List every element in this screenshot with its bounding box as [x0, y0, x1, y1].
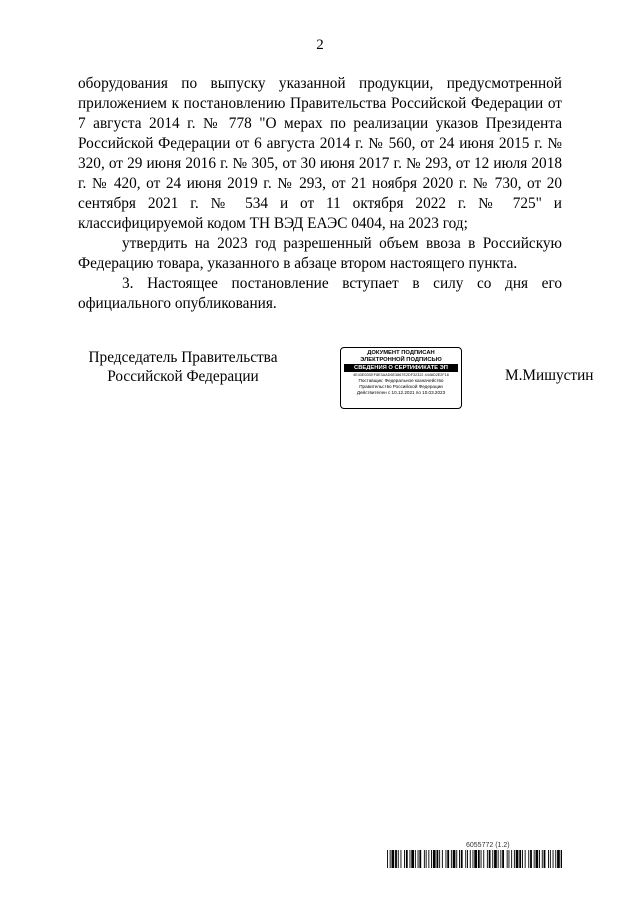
paragraph-continuation: оборудования по выпуску указанной продукции, предусмотренной приложением к постановлению Правительства Российской Федерации от 7 августа 2014 г. № 778 "О мерах по реализации указов Президента Российской Федерации от 6 августа 2014 г. № 560, от 24 июня 2015 г. № 320, от 29 июня 2016 г. № 305, от 30 июня 2017 г. № 293, от 12 июля 2018 г. № 420, от 24 июня 2019 г. № 293, от 21 ноября 2020 г. № 730, от 20 сентября 2021 г. № 534 и от 11 октября 2022 г. № 725" и классифицируемой кодом ТН ВЭД ЕАЭС 0404, на 2023 год;	[78, 75, 562, 232]
electronic-signature-stamp	[340, 347, 462, 409]
document-code: 6055772 (1.2)	[466, 842, 510, 849]
paragraph-entry-into-force: 3. Настоящее постановление вступает в силу со дня его официального опубликования.	[78, 275, 562, 312]
stamp-supplier: Поставщик: Федеральное казначейство	[358, 378, 444, 383]
signatory-title	[78, 348, 288, 386]
signatory-title-line1: Председатель Правительства	[88, 349, 278, 366]
document-body	[78, 74, 562, 314]
page-number: 2	[316, 37, 324, 53]
stamp-validity: Действителен с 10.12.2021 по 10.03.2023	[356, 390, 446, 395]
signatory-name: М.Мишустин	[505, 367, 594, 384]
barcode	[387, 850, 562, 868]
stamp-line2: ЭЛЕКТРОННОЙ ПОДПИСЬЮ	[360, 356, 442, 363]
signatory-title-line2: Российской Федерации	[107, 368, 259, 385]
stamp-certificate-label: СВЕДЕНИЯ О СЕРТИФИКАТЕ ЭП	[344, 364, 458, 372]
paragraph-approve-volume: утвердить на 2023 год разрешенный объем ввоза в Российскую Федерацию товара, указанного в абзаце втором настоящего пункта.	[78, 235, 562, 272]
stamp-owner: Правительство Российской Федерации	[359, 384, 443, 389]
stamp-line1: ДОКУМЕНТ ПОДПИСАН	[367, 350, 435, 356]
stamp-serial: 4E43E0D0EF8E3AAD6E3867E2DF32322 4448D2E2F18	[353, 373, 449, 377]
